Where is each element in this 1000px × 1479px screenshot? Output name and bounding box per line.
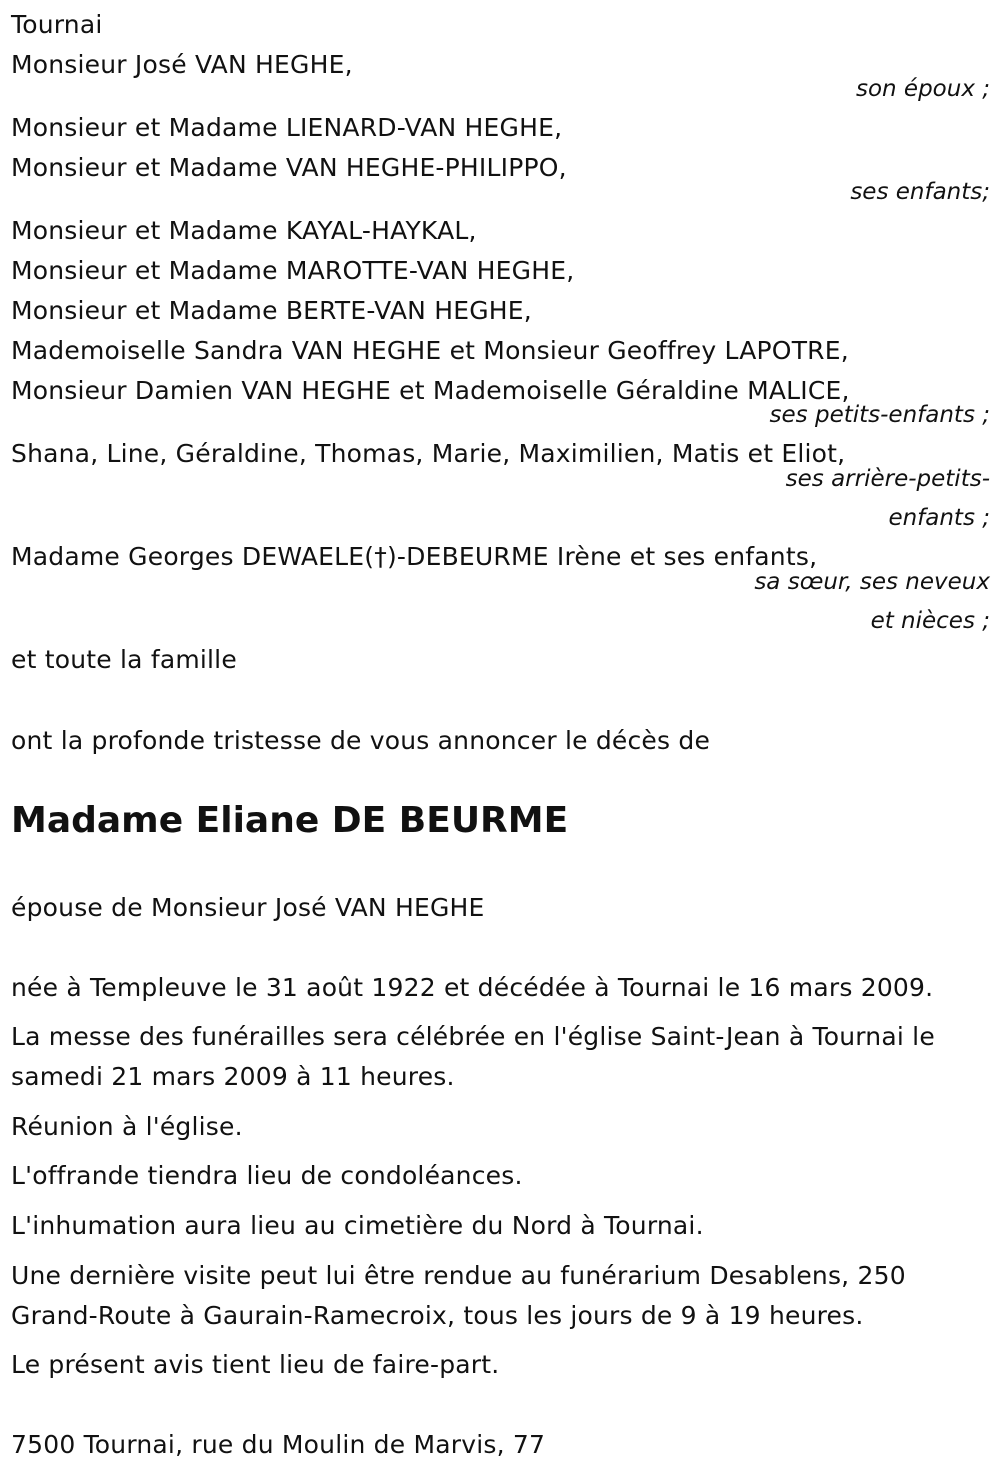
sibling-role: et nièces ; [870,608,990,634]
funeral-line: samedi 21 mars 2009 à 11 heures. [11,1062,455,1091]
city-header: Tournai [11,10,103,39]
visit-line: Une dernière visite peut lui être rendue au funérarium Desablens, 250 [11,1261,906,1290]
great-grandchildren-names: Shana, Line, Géraldine, Thomas, Marie, Maximilien, Matis et Eliot, [11,439,846,468]
sibling-name: Madame Georges DEWAELE(†)-DEBEURME Irène et ses enfants, [11,542,818,571]
grandchild-name: Monsieur et Madame BERTE-VAN HEGHE, [11,296,532,325]
deceased-name: Madame Eliane DE BEURME [11,800,569,841]
great-grandchildren-role: ses arrière-petits- [785,466,990,492]
rest-of-family: et toute la famille [11,645,237,674]
sibling-role: sa sœur, ses neveux [754,569,990,595]
children-role: ses enfants; [850,179,990,205]
grandchild-name: Monsieur et Madame MAROTTE-VAN HEGHE, [11,256,575,285]
grandchild-name: Monsieur Damien VAN HEGHE et Mademoiselle Géraldine MALICE, [11,376,850,405]
grandchild-name: Mademoiselle Sandra VAN HEGHE et Monsieur Geoffrey LAPOTRE, [11,336,849,365]
spouse-role: son époux ; [855,76,990,102]
child-name: Monsieur et Madame VAN HEGHE-PHILIPPO, [11,153,567,182]
grandchildren-role: ses petits-enfants ; [769,402,990,428]
footer-address: 7500 Tournai, rue du Moulin de Marvis, 77 [11,1430,546,1459]
funeral-line: La messe des funérailles sera célébrée en l'église Saint-Jean à Tournai le [11,1022,935,1051]
meeting-line: Réunion à l'église. [11,1112,243,1141]
notice-line: Le présent avis tient lieu de faire-part. [11,1350,500,1379]
visit-line: Grand-Route à Gaurain-Ramecroix, tous les jours de 9 à 19 heures. [11,1301,864,1330]
relation-line: épouse de Monsieur José VAN HEGHE [11,893,485,922]
announcement-intro: ont la profonde tristesse de vous annoncer le décès de [11,726,711,755]
great-grandchildren-role: enfants ; [888,505,990,531]
child-name: Monsieur et Madame LIENARD-VAN HEGHE, [11,113,563,142]
spouse-name: Monsieur José VAN HEGHE, [11,50,353,79]
burial-line: L'inhumation aura lieu au cimetière du Nord à Tournai. [11,1211,704,1240]
grandchild-name: Monsieur et Madame KAYAL-HAYKAL, [11,216,477,245]
offering-line: L'offrande tiendra lieu de condoléances. [11,1161,523,1190]
birth-death-line: née à Templeuve le 31 août 1922 et décédée à Tournai le 16 mars 2009. [11,973,934,1002]
